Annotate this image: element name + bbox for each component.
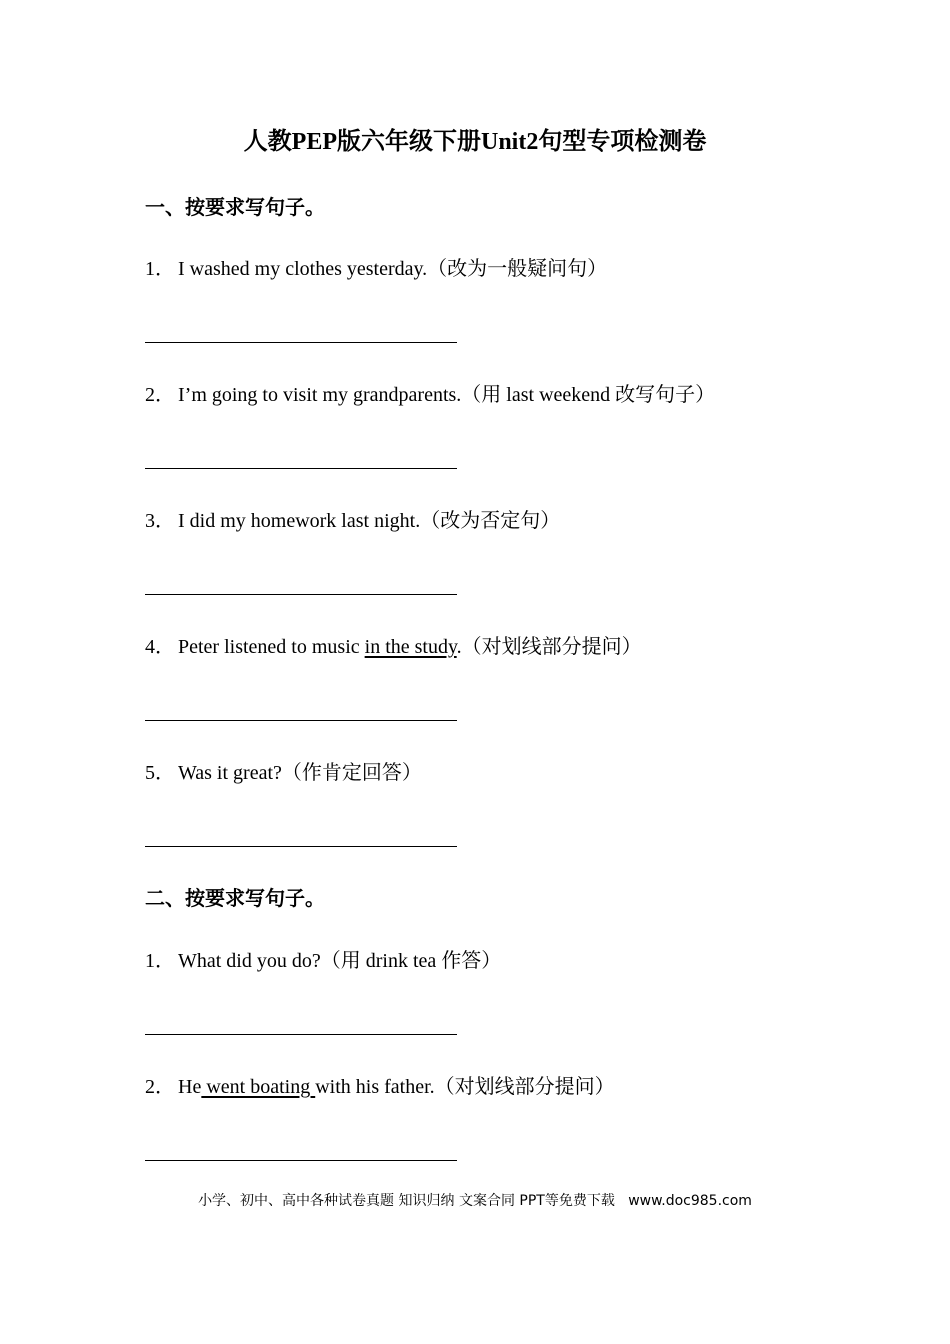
question-number: 1． [145, 950, 175, 972]
question-number: 4． [145, 636, 175, 658]
question-text: I’m going to visit my grandparents.（用 last weekend 改写句子） [178, 384, 716, 406]
question-text: I did my homework last night.（改为否定句） [178, 510, 561, 532]
question-text: What did you do?（用 drink tea 作答） [178, 950, 502, 972]
page-title: 人教PEP版六年级下册Unit2句型专项检测卷 [243, 129, 707, 155]
question-text: Was it great?（作肯定回答） [178, 762, 422, 784]
section-2-question-2 [145, 1072, 615, 1102]
section-1-question-4 [145, 632, 642, 662]
section-2-heading: 二、按要求写句子。 [145, 888, 325, 910]
answer-line[interactable] [145, 594, 457, 595]
answer-line[interactable] [145, 720, 457, 721]
section-2-question-1 [145, 946, 501, 976]
answer-line[interactable] [145, 468, 457, 469]
question-text: I washed my clothes yesterday.（改为一般疑问句） [178, 258, 608, 280]
question-number: 1． [145, 258, 175, 280]
question-number: 3． [145, 510, 175, 532]
answer-line[interactable] [145, 1034, 457, 1035]
answer-line[interactable] [145, 1160, 457, 1161]
section-1-question-2 [145, 380, 715, 410]
question-text-before: He [178, 1076, 202, 1098]
question-number: 5． [145, 762, 175, 784]
question-text-after: .（对划线部分提问） [456, 636, 642, 658]
section-1-heading: 一、按要求写句子。 [145, 197, 325, 219]
question-number: 2． [145, 384, 175, 406]
section-1-question-5 [145, 758, 422, 788]
footer-text: 小学、初中、高中各种试卷真题 知识归纳 文案合同 PPT等免费下载 www.doc985.com [198, 1193, 752, 1209]
question-number: 2． [145, 1076, 175, 1098]
question-text-before: Peter listened to music [178, 636, 365, 658]
question-text-after: with his father.（对划线部分提问） [315, 1076, 615, 1098]
section-1-question-3 [145, 506, 560, 536]
answer-line[interactable] [145, 846, 457, 847]
underlined-phrase: in the study [364, 636, 457, 658]
underlined-phrase: went boating [201, 1076, 316, 1098]
section-1-question-1 [145, 254, 607, 284]
answer-line[interactable] [145, 342, 457, 343]
